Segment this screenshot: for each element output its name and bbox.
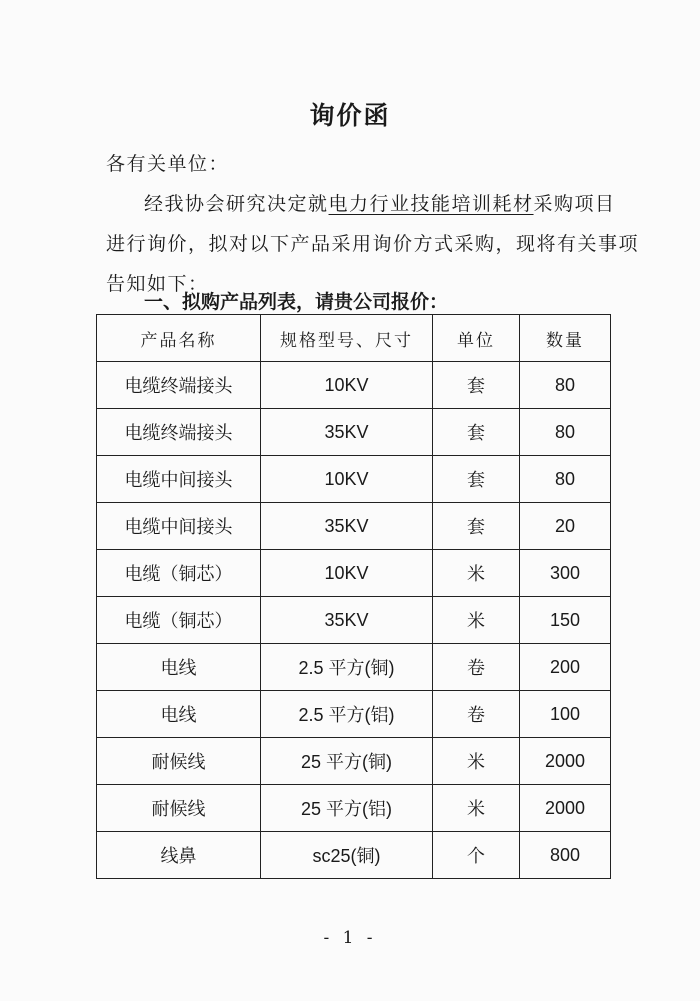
cell-unit: 米 — [433, 785, 520, 832]
cell-unit: 个 — [433, 832, 520, 879]
table-row — [97, 597, 611, 644]
table-row — [97, 456, 611, 503]
cell-quantity: 80 — [520, 362, 611, 409]
cell-spec: 35KV — [261, 409, 433, 456]
cell-product-name: 电缆终端接头 — [97, 362, 261, 409]
cell-quantity: 200 — [520, 644, 611, 691]
intro-text-before: 经我协会研究决定就 — [144, 193, 329, 215]
table-row — [97, 550, 611, 597]
table-row — [97, 691, 611, 738]
cell-spec: 10KV — [261, 550, 433, 597]
cell-spec: 2.5 平方(铜) — [261, 644, 433, 691]
cell-quantity: 150 — [520, 597, 611, 644]
header-quantity: 数量 — [520, 315, 611, 362]
cell-unit: 套 — [433, 456, 520, 503]
cell-spec: 10KV — [261, 362, 433, 409]
intro-line-2: 进行询价，拟对以下产品采用询价方式采购，现将有关事项 — [106, 233, 640, 255]
section-heading: 一、拟购产品列表，请贵公司报价： — [144, 291, 449, 313]
intro-text-after: 采购项目 — [533, 193, 616, 215]
intro-line-1 — [144, 184, 616, 224]
cell-product-name: 电线 — [97, 691, 261, 738]
header-spec: 规格型号、尺寸 — [261, 315, 433, 362]
cell-unit: 套 — [433, 409, 520, 456]
cell-product-name: 电缆（铜芯） — [97, 597, 261, 644]
cell-unit: 套 — [433, 503, 520, 550]
project-name: 电力行业技能培训耗材 — [328, 193, 534, 215]
greeting: 各有关单位： — [106, 153, 230, 175]
cell-unit: 卷 — [433, 644, 520, 691]
document-title: 询价函 — [309, 101, 391, 130]
cell-product-name: 耐候线 — [97, 785, 261, 832]
cell-product-name: 电缆中间接头 — [97, 503, 261, 550]
cell-product-name: 电缆中间接头 — [97, 456, 261, 503]
intro-line-3: 告知如下： — [106, 273, 209, 295]
cell-quantity: 300 — [520, 550, 611, 597]
cell-spec: sc25(铜) — [261, 832, 433, 879]
cell-spec: 35KV — [261, 503, 433, 550]
cell-spec: 35KV — [261, 597, 433, 644]
cell-unit: 米 — [433, 550, 520, 597]
cell-quantity: 2000 — [520, 785, 611, 832]
cell-product-name: 线鼻 — [97, 832, 261, 879]
cell-product-name: 耐候线 — [97, 738, 261, 785]
cell-quantity: 20 — [520, 503, 611, 550]
table-row — [97, 644, 611, 691]
table-row — [97, 503, 611, 550]
cell-quantity: 800 — [520, 832, 611, 879]
table-row — [97, 409, 611, 456]
cell-unit: 卷 — [433, 691, 520, 738]
cell-product-name: 电缆终端接头 — [97, 409, 261, 456]
product-table — [96, 314, 611, 879]
cell-product-name: 电线 — [97, 644, 261, 691]
page-number: - 1 - — [323, 928, 377, 948]
cell-unit: 套 — [433, 362, 520, 409]
table-row — [97, 832, 611, 879]
cell-quantity: 80 — [520, 409, 611, 456]
table-row — [97, 362, 611, 409]
table-row — [97, 785, 611, 832]
header-unit: 单位 — [433, 315, 520, 362]
cell-quantity: 2000 — [520, 738, 611, 785]
cell-quantity: 80 — [520, 456, 611, 503]
cell-product-name: 电缆（铜芯） — [97, 550, 261, 597]
cell-spec: 25 平方(铝) — [261, 785, 433, 832]
table-header-row — [97, 315, 611, 362]
table-row — [97, 738, 611, 785]
cell-spec: 10KV — [261, 456, 433, 503]
cell-spec: 25 平方(铜) — [261, 738, 433, 785]
header-product-name: 产品名称 — [97, 315, 261, 362]
cell-unit: 米 — [433, 597, 520, 644]
cell-spec: 2.5 平方(铝) — [261, 691, 433, 738]
cell-unit: 米 — [433, 738, 520, 785]
cell-quantity: 100 — [520, 691, 611, 738]
